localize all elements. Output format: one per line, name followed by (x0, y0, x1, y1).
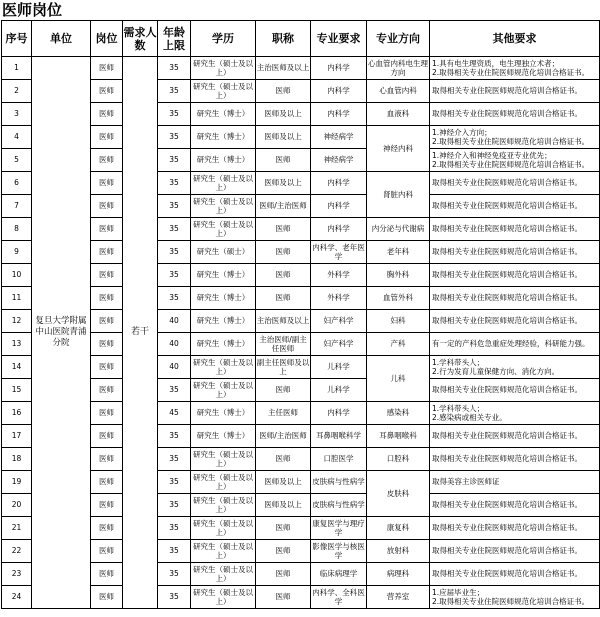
cell-rank: 医师及以上 (256, 494, 311, 517)
cell-no: 10 (2, 264, 32, 287)
cell-post: 医师 (91, 333, 123, 356)
cell-dir: 神经内科 (367, 126, 430, 172)
cell-age: 35 (158, 218, 191, 241)
cell-dir: 耳鼻咽喉科 (367, 425, 430, 448)
cell-post: 医师 (91, 586, 123, 609)
cell-age: 35 (158, 540, 191, 563)
cell-post: 医师 (91, 471, 123, 494)
cell-other: 1.神经介入和神经免疫亚专业优先； 2.取得相关专业住院医师规范化培训合格证书。 (430, 149, 600, 172)
cell-no: 14 (2, 356, 32, 379)
cell-post: 医师 (91, 126, 123, 149)
cell-major: 外科学 (311, 287, 367, 310)
table-row (2, 448, 600, 471)
cell-other: 1.神经介入方向； 2.取得相关专业住院医师规范化培训合格证书。 (430, 126, 600, 149)
cell-age: 40 (158, 310, 191, 333)
cell-edu: 研究生（博士） (191, 287, 256, 310)
cell-no: 13 (2, 333, 32, 356)
cell-age: 35 (158, 264, 191, 287)
cell-age: 35 (158, 195, 191, 218)
cell-dir: 营养室 (367, 586, 430, 609)
cell-dir: 儿科 (367, 356, 430, 402)
cell-rank: 医师 (256, 241, 311, 264)
cell-dir: 病理科 (367, 563, 430, 586)
cell-rank: 主治医师及以上 (256, 57, 311, 80)
cell-other: 取得相关专业住院医师规范化培训合格证书。 (430, 310, 600, 333)
cell-no: 9 (2, 241, 32, 264)
table-header-row (2, 21, 600, 57)
cell-dir: 妇科 (367, 310, 430, 333)
cell-edu: 研究生（硕士及以上） (191, 218, 256, 241)
cell-major: 影像医学与核医学 (311, 540, 367, 563)
cell-no: 20 (2, 494, 32, 517)
cell-age: 35 (158, 126, 191, 149)
cell-major: 内科学 (311, 195, 367, 218)
cell-post: 医师 (91, 448, 123, 471)
cell-dir: 血管外科 (367, 287, 430, 310)
cell-age: 35 (158, 379, 191, 402)
cell-edu: 研究生（硕士） (191, 241, 256, 264)
cell-rank: 医师 (256, 563, 311, 586)
cell-edu: 研究生（硕士及以上） (191, 448, 256, 471)
cell-post: 医师 (91, 563, 123, 586)
cell-no: 22 (2, 540, 32, 563)
table-row (2, 241, 600, 264)
cell-other: 取得相关专业住院医师规范化培训合格证书。 (430, 218, 600, 241)
cell-edu: 研究生（博士） (191, 149, 256, 172)
table-row (2, 287, 600, 310)
cell-no: 19 (2, 471, 32, 494)
cell-rank: 医师及以上 (256, 103, 311, 126)
cell-age: 35 (158, 517, 191, 540)
cell-dir: 口腔科 (367, 448, 430, 471)
cell-no: 21 (2, 517, 32, 540)
table-row (2, 425, 600, 448)
cell-other: 取得相关专业住院医师规范化培训合格证书。 (430, 494, 600, 517)
header-rank: 职称 (256, 21, 311, 57)
cell-other: 取得美容主诊医师证 (430, 471, 600, 494)
cell-no: 12 (2, 310, 32, 333)
positions-table (1, 20, 600, 609)
cell-age: 35 (158, 563, 191, 586)
table-row (2, 310, 600, 333)
cell-major: 口腔医学 (311, 448, 367, 471)
cell-dir: 胸外科 (367, 264, 430, 287)
table-row (2, 540, 600, 563)
cell-rank: 医师 (256, 540, 311, 563)
cell-major: 内科学、全科医学 (311, 586, 367, 609)
table-row (2, 402, 600, 425)
cell-dir: 心血管内科电生理方向 (367, 57, 430, 80)
cell-other: 1.具有电生理资质，电生理独立术者； 2.取得相关专业住院医师规范化培训合格证书。 (430, 57, 600, 80)
table-row (2, 356, 600, 379)
cell-edu: 研究生（硕士及以上） (191, 471, 256, 494)
cell-major: 内科学 (311, 172, 367, 195)
cell-other: 1.学科带头人； 2.行为发育儿童保健方向、消化方向。 (430, 356, 600, 379)
cell-dir: 心血管内科 (367, 80, 430, 103)
cell-age: 35 (158, 103, 191, 126)
cell-major: 神经病学 (311, 126, 367, 149)
cell-rank: 医师 (256, 287, 311, 310)
cell-edu: 研究生（硕士及以上） (191, 356, 256, 379)
cell-major: 外科学 (311, 264, 367, 287)
table-row (2, 126, 600, 149)
cell-no: 7 (2, 195, 32, 218)
header-unit: 单位 (32, 21, 91, 57)
cell-age: 35 (158, 80, 191, 103)
cell-other: 取得相关专业住院医师规范化培训合格证书。 (430, 195, 600, 218)
cell-post: 医师 (91, 517, 123, 540)
cell-dir: 放射科 (367, 540, 430, 563)
cell-edu: 研究生（硕士及以上） (191, 586, 256, 609)
cell-age: 35 (158, 287, 191, 310)
cell-post: 医师 (91, 310, 123, 333)
table-row (2, 80, 600, 103)
cell-post: 医师 (91, 379, 123, 402)
cell-no: 8 (2, 218, 32, 241)
table-body (2, 57, 600, 609)
cell-other: 取得相关专业住院医师规范化培训合格证书。 (430, 425, 600, 448)
cell-age: 45 (158, 402, 191, 425)
cell-rank: 副主任医师及以上 (256, 356, 311, 379)
cell-rank: 医师 (256, 149, 311, 172)
cell-dir: 产科 (367, 333, 430, 356)
cell-unit: 复旦大学附属中山医院青浦分院 (32, 57, 91, 609)
cell-edu: 研究生（博士） (191, 264, 256, 287)
cell-other: 取得相关专业住院医师规范化培训合格证书。 (430, 80, 600, 103)
cell-post: 医师 (91, 57, 123, 80)
cell-post: 医师 (91, 540, 123, 563)
cell-major: 耳鼻咽喉科学 (311, 425, 367, 448)
cell-major: 内科学 (311, 103, 367, 126)
cell-no: 16 (2, 402, 32, 425)
cell-edu: 研究生（博士） (191, 103, 256, 126)
cell-other: 取得相关专业住院医师规范化培训合格证书。 (430, 287, 600, 310)
cell-major: 妇产科学 (311, 310, 367, 333)
cell-dir: 康复科 (367, 517, 430, 540)
table-row (2, 379, 600, 402)
cell-other: 取得相关专业住院医师规范化培训合格证书。 (430, 103, 600, 126)
table-row (2, 517, 600, 540)
cell-major: 儿科学 (311, 356, 367, 379)
table-row (2, 149, 600, 172)
cell-no: 4 (2, 126, 32, 149)
cell-edu: 研究生（硕士及以上） (191, 80, 256, 103)
table-row (2, 103, 600, 126)
cell-edu: 研究生（硕士及以上） (191, 57, 256, 80)
cell-other: 取得相关专业住院医师规范化培训合格证书。 (430, 172, 600, 195)
header-post: 岗位 (91, 21, 123, 57)
cell-dir: 内分泌与代谢病 (367, 218, 430, 241)
cell-rank: 医师 (256, 80, 311, 103)
cell-no: 3 (2, 103, 32, 126)
cell-post: 医师 (91, 241, 123, 264)
cell-age: 35 (158, 425, 191, 448)
cell-edu: 研究生（硕士及以上） (191, 379, 256, 402)
cell-post: 医师 (91, 172, 123, 195)
cell-dir: 老年科 (367, 241, 430, 264)
cell-other: 1.学科带头人； 2.感染病或相关专业。 (430, 402, 600, 425)
cell-post: 医师 (91, 103, 123, 126)
cell-edu: 研究生（硕士及以上） (191, 195, 256, 218)
cell-rank: 医师及以上 (256, 471, 311, 494)
cell-post: 医师 (91, 218, 123, 241)
cell-major: 内科学、老年医学 (311, 241, 367, 264)
cell-other: 1.应届毕业生； 2.取得相关专业住院医师规范化培训合格证书。 (430, 586, 600, 609)
cell-rank: 医师 (256, 586, 311, 609)
table-row (2, 471, 600, 494)
cell-dir: 肾脏内科 (367, 172, 430, 218)
cell-no: 6 (2, 172, 32, 195)
header-other: 其他要求 (430, 21, 600, 57)
cell-edu: 研究生（硕士及以上） (191, 172, 256, 195)
header-dir: 专业方向 (367, 21, 430, 57)
cell-post: 医师 (91, 287, 123, 310)
cell-other: 取得相关专业住院医师规范化培训合格证书。 (430, 517, 600, 540)
cell-no: 1 (2, 57, 32, 80)
cell-edu: 研究生（博士） (191, 402, 256, 425)
cell-major: 康复医学与理疗学 (311, 517, 367, 540)
table-row (2, 494, 600, 517)
cell-need: 若干 (123, 57, 158, 609)
cell-no: 5 (2, 149, 32, 172)
cell-major: 神经病学 (311, 149, 367, 172)
cell-no: 2 (2, 80, 32, 103)
cell-major: 内科学 (311, 80, 367, 103)
cell-no: 18 (2, 448, 32, 471)
table-row (2, 264, 600, 287)
cell-major: 儿科学 (311, 379, 367, 402)
cell-no: 23 (2, 563, 32, 586)
cell-post: 医师 (91, 425, 123, 448)
cell-edu: 研究生（博士） (191, 126, 256, 149)
table-row (2, 195, 600, 218)
table-row (2, 218, 600, 241)
cell-no: 24 (2, 586, 32, 609)
cell-major: 皮肤病与性病学 (311, 494, 367, 517)
cell-other: 取得相关专业住院医师规范化培训合格证书。 (430, 241, 600, 264)
cell-rank: 医师 (256, 448, 311, 471)
cell-rank: 主治医师/副主任医师 (256, 333, 311, 356)
cell-no: 17 (2, 425, 32, 448)
cell-edu: 研究生（博士） (191, 310, 256, 333)
cell-age: 35 (158, 57, 191, 80)
cell-major: 妇产科学 (311, 333, 367, 356)
cell-age: 35 (158, 494, 191, 517)
cell-rank: 医师及以上 (256, 126, 311, 149)
cell-age: 40 (158, 356, 191, 379)
cell-rank: 医师 (256, 379, 311, 402)
cell-edu: 研究生（博士） (191, 333, 256, 356)
cell-post: 医师 (91, 80, 123, 103)
cell-major: 内科学 (311, 57, 367, 80)
cell-post: 医师 (91, 195, 123, 218)
cell-age: 35 (158, 149, 191, 172)
cell-rank: 医师 (256, 218, 311, 241)
cell-rank: 主任医师 (256, 402, 311, 425)
cell-rank: 主治医师及以上 (256, 310, 311, 333)
table-row (2, 333, 600, 356)
table-row (2, 586, 600, 609)
cell-other: 取得相关专业住院医师规范化培训合格证书。 (430, 563, 600, 586)
cell-dir: 感染科 (367, 402, 430, 425)
cell-major: 内科学 (311, 402, 367, 425)
table-row (2, 172, 600, 195)
header-age: 年龄上限 (158, 21, 191, 57)
cell-age: 35 (158, 241, 191, 264)
cell-edu: 研究生（硕士及以上） (191, 540, 256, 563)
cell-age: 35 (158, 448, 191, 471)
header-need: 需求人数 (123, 21, 158, 57)
cell-rank: 医师 (256, 517, 311, 540)
page-title: 医师岗位 (2, 1, 63, 19)
cell-edu: 研究生（硕士及以上） (191, 494, 256, 517)
cell-major: 临床病理学 (311, 563, 367, 586)
cell-edu: 研究生（硕士及以上） (191, 517, 256, 540)
cell-age: 40 (158, 333, 191, 356)
cell-post: 医师 (91, 402, 123, 425)
cell-other: 取得相关专业住院医师规范化培训合格证书。 (430, 264, 600, 287)
cell-dir: 血液科 (367, 103, 430, 126)
cell-rank: 医师 (256, 264, 311, 287)
cell-post: 医师 (91, 149, 123, 172)
cell-edu: 研究生（博士） (191, 425, 256, 448)
table-row (2, 563, 600, 586)
cell-rank: 医师/主治医师 (256, 195, 311, 218)
cell-post: 医师 (91, 494, 123, 517)
cell-other: 取得相关专业住院医师规范化培训合格证书。 (430, 379, 600, 402)
cell-age: 35 (158, 172, 191, 195)
cell-rank: 医师/主治医师 (256, 425, 311, 448)
cell-other: 取得相关专业住院医师规范化培训合格证书。 (430, 448, 600, 471)
header-no: 序号 (2, 21, 32, 57)
cell-age: 35 (158, 586, 191, 609)
cell-edu: 研究生（硕士及以上） (191, 563, 256, 586)
cell-dir: 皮肤科 (367, 471, 430, 517)
cell-other: 取得相关专业住院医师规范化培训合格证书。 (430, 540, 600, 563)
cell-major: 皮肤病与性病学 (311, 471, 367, 494)
cell-post: 医师 (91, 356, 123, 379)
cell-rank: 医师及以上 (256, 172, 311, 195)
cell-no: 15 (2, 379, 32, 402)
cell-other: 有一定的产科危急重症处理经验，科研能力强。 (430, 333, 600, 356)
cell-age: 35 (158, 471, 191, 494)
header-edu: 学历 (191, 21, 256, 57)
cell-post: 医师 (91, 264, 123, 287)
cell-major: 内科学 (311, 218, 367, 241)
cell-no: 11 (2, 287, 32, 310)
table-row (2, 57, 600, 80)
header-major: 专业要求 (311, 21, 367, 57)
